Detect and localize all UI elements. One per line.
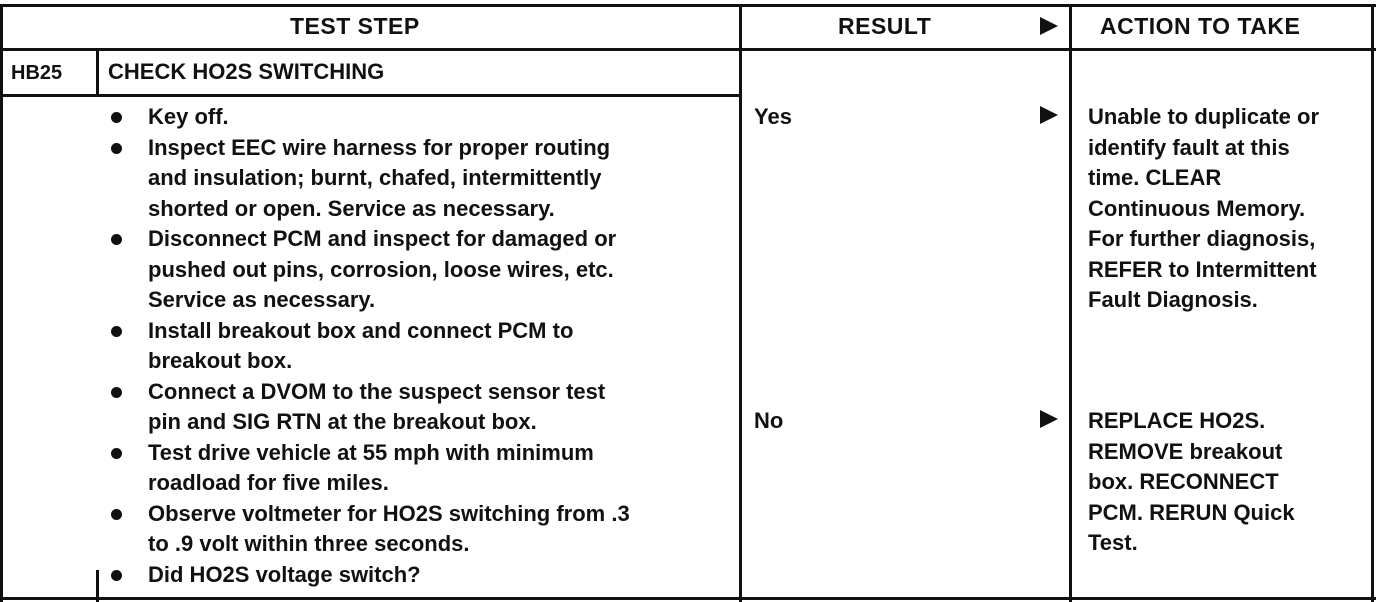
test-step-text: and insulation; burnt, chafed, intermittently	[148, 165, 602, 190]
step-title-bottom-border	[0, 94, 740, 97]
test-step-text: Did HO2S voltage switch?	[148, 561, 421, 587]
header-arrow-icon	[1040, 17, 1058, 35]
test-step-text: Key off.	[148, 104, 229, 129]
action-text-line: REMOVE breakout	[1088, 438, 1283, 464]
test-step-text: Inspect EEC wire harness for proper routing	[148, 134, 611, 160]
table-right-border	[1371, 4, 1374, 602]
header-action-to-take: ACTION TO TAKE	[1100, 13, 1301, 39]
bullet-icon	[111, 570, 122, 581]
test-step-text: pin and SIG RTN at the breakout box.	[148, 409, 537, 434]
action-text-line: Test.	[1088, 530, 1138, 555]
result-yes-arrow-icon	[1040, 106, 1058, 124]
result-no: No	[754, 408, 784, 433]
result-yes: Yes	[754, 104, 792, 129]
header-test-step: TEST STEP	[290, 13, 420, 39]
step-title: CHECK HO2S SWITCHING	[108, 59, 385, 84]
test-step-text: Connect a DVOM to the suspect sensor test	[148, 378, 606, 404]
table-bottom-border	[0, 597, 1376, 600]
bullet-icon	[111, 326, 122, 337]
action-text-line: Continuous Memory.	[1088, 195, 1306, 221]
bullet-icon	[111, 509, 122, 520]
test-step-text: to .9 volt within three seconds.	[148, 531, 470, 556]
test-step-text: roadload for five miles.	[148, 470, 389, 495]
test-step-text: shorted or open. Service as necessary.	[148, 195, 555, 221]
test-step-text: Disconnect PCM and inspect for damaged or	[148, 226, 617, 251]
action-text-line: Unable to duplicate or	[1088, 104, 1320, 129]
action-text-line: PCM. RERUN Quick	[1088, 499, 1295, 525]
bullet-icon	[111, 234, 122, 245]
test-step-text: pushed out pins, corrosion, loose wires, etc.	[148, 256, 614, 282]
action-text-line: box. RECONNECT	[1088, 469, 1279, 494]
header-result: RESULT	[838, 13, 932, 39]
test-step-text: Test drive vehicle at 55 mph with minimum	[148, 439, 594, 465]
step-code: HB25	[11, 62, 63, 84]
test-step-text: breakout box.	[148, 348, 293, 373]
action-column-divider	[1069, 4, 1072, 602]
test-step-text: Observe voltmeter for HO2S switching from .3	[148, 500, 630, 526]
code-cell-divider	[96, 48, 99, 94]
bullet-icon	[111, 112, 122, 123]
action-text-line: Fault Diagnosis.	[1088, 287, 1258, 312]
bullet-icon	[111, 143, 122, 154]
action-text-line: time. CLEAR	[1088, 165, 1222, 190]
bullet-icon	[111, 448, 122, 459]
test-step-text: Install breakout box and connect PCM to	[148, 317, 574, 343]
action-text-line: REFER to Intermittent	[1088, 256, 1317, 282]
table-top-border	[0, 4, 1376, 7]
test-step-text: Service as necessary.	[148, 287, 376, 312]
action-text-line: REPLACE HO2S.	[1088, 408, 1266, 433]
bullet-icon	[111, 387, 122, 398]
result-no-arrow-icon	[1040, 410, 1058, 428]
action-text-line: For further diagnosis,	[1088, 226, 1316, 251]
action-text-line: identify fault at this	[1088, 134, 1290, 160]
header-bottom-border	[0, 48, 1376, 51]
